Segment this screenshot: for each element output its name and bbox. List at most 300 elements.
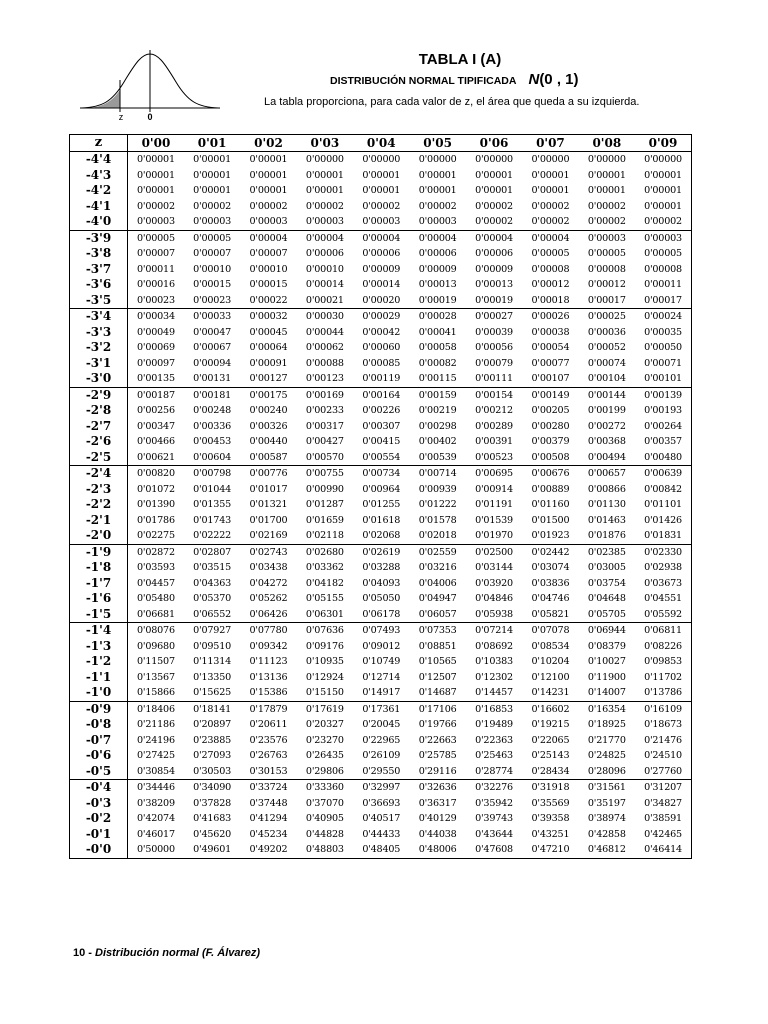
probability-cell: 0'00002 — [193, 200, 232, 212]
probability-cell: 0'00039 — [475, 326, 513, 338]
probability-cell: 0'00776 — [240, 466, 296, 482]
table-row — [70, 199, 692, 215]
table-row — [70, 701, 692, 717]
z-value: -3'4 — [70, 309, 128, 325]
probability-cell: 0'00005 — [644, 248, 682, 259]
table-row — [70, 246, 692, 262]
probability-cell: 0'03673 — [644, 577, 682, 589]
probability-cell: 0'00004 — [297, 230, 353, 246]
probability-cell: 0'00014 — [305, 279, 344, 290]
probability-cell: 0'00326 — [249, 420, 288, 432]
probability-cell: 0'11123 — [249, 656, 288, 667]
probability-cell: 0'16853 — [466, 701, 522, 717]
probability-cell: 0'11702 — [644, 671, 682, 683]
z-value: -1'7 — [70, 576, 128, 592]
probability-cell: 0'01618 — [362, 514, 401, 526]
probability-cell: 0'00001 — [587, 169, 626, 181]
probability-cell: 0'15625 — [193, 687, 232, 698]
probability-cell: 0'27425 — [137, 750, 175, 761]
probability-cell: 0'00001 — [362, 169, 401, 181]
probability-cell: 0'04947 — [418, 593, 457, 604]
z-value: -1'0 — [70, 685, 128, 701]
probability-cell: 0'00013 — [418, 279, 457, 290]
probability-cell: 0'06681 — [137, 608, 175, 620]
probability-cell: 0'00003 — [362, 216, 401, 227]
probability-cell: 0'00012 — [587, 279, 626, 290]
probability-cell: 0'01786 — [137, 514, 175, 526]
probability-cell: 0'00379 — [531, 436, 570, 447]
probability-cell: 0'34827 — [644, 797, 682, 809]
probability-cell: 0'00010 — [305, 263, 344, 275]
probability-cell: 0'00005 — [587, 248, 626, 259]
probability-cell: 0'00002 — [305, 200, 344, 212]
probability-cell: 0'14687 — [418, 687, 457, 698]
probability-cell: 0'00226 — [362, 405, 401, 416]
probability-cell: 0'02559 — [409, 544, 465, 560]
col-header: 0'08 — [579, 135, 635, 152]
probability-cell: 0'00440 — [249, 436, 288, 447]
probability-cell: 0'00008 — [587, 263, 626, 275]
probability-cell: 0'00027 — [466, 309, 522, 325]
table-row — [70, 576, 692, 592]
probability-cell: 0'00135 — [137, 373, 175, 384]
probability-cell: 0'00019 — [475, 294, 513, 306]
probability-cell: 0'02275 — [137, 530, 175, 541]
probability-cell: 0'00889 — [531, 483, 570, 495]
probability-cell: 0'00042 — [362, 326, 401, 338]
probability-cell: 0'00289 — [475, 420, 513, 432]
probability-cell: 0'00035 — [644, 326, 682, 338]
probability-cell: 0'05262 — [249, 593, 288, 604]
probability-cell: 0'45234 — [249, 828, 288, 840]
probability-cell: 0'09012 — [362, 640, 401, 652]
probability-cell: 0'16602 — [522, 701, 578, 717]
probability-cell: 0'00001 — [418, 169, 457, 181]
probability-cell: 0'04093 — [362, 577, 401, 589]
table-row — [70, 434, 692, 450]
table-body — [70, 152, 692, 859]
probability-cell: 0'00002 — [137, 200, 175, 212]
probability-cell: 0'20611 — [249, 719, 288, 730]
probability-cell: 0'00453 — [193, 436, 232, 447]
probability-cell: 0'00001 — [305, 185, 344, 196]
table-row — [70, 513, 692, 529]
table-row — [70, 591, 692, 607]
probability-cell: 0'00010 — [193, 263, 232, 275]
page-title: TABLA I (A) — [418, 51, 502, 68]
probability-cell: 0'00088 — [305, 357, 344, 369]
probability-cell: 0'20897 — [193, 719, 232, 730]
probability-cell: 0'00144 — [579, 387, 635, 403]
probability-cell: 0'19489 — [475, 719, 513, 730]
probability-cell: 0'04363 — [193, 577, 232, 589]
probability-cell: 0'01578 — [418, 514, 457, 526]
probability-cell: 0'00069 — [137, 342, 175, 353]
z-value: -1'5 — [70, 607, 128, 623]
z-value: -4'2 — [70, 183, 128, 199]
col-header: 0'02 — [240, 135, 296, 152]
z-value: -0'1 — [70, 827, 128, 843]
z-value: -1'4 — [70, 623, 128, 639]
probability-cell: 0'29116 — [418, 765, 457, 777]
probability-cell: 0'00009 — [475, 263, 513, 275]
probability-cell: 0'06811 — [635, 623, 691, 639]
shaded-area — [88, 90, 120, 108]
probability-cell: 0'00004 — [240, 230, 296, 246]
probability-cell: 0'01191 — [475, 499, 513, 510]
table-row — [70, 497, 692, 513]
probability-cell: 0'24825 — [587, 750, 626, 761]
probability-cell: 0'00003 — [579, 230, 635, 246]
probability-cell: 0'17106 — [409, 701, 465, 717]
probability-cell: 0'29806 — [305, 765, 344, 777]
z-value: -0'6 — [70, 748, 128, 764]
table-row — [70, 325, 692, 341]
probability-cell: 0'00023 — [193, 294, 232, 306]
probability-cell: 0'05821 — [531, 608, 570, 620]
probability-cell: 0'01539 — [475, 514, 513, 526]
probability-cell: 0'00001 — [193, 169, 232, 181]
probability-cell: 0'01355 — [193, 499, 232, 510]
probability-cell: 0'00015 — [249, 279, 288, 290]
probability-cell: 0'37828 — [193, 797, 232, 809]
probability-cell: 0'38591 — [644, 813, 682, 824]
description: La tabla proporciona, para cada valor de z, el área que queda a su izquierda. — [264, 96, 640, 108]
probability-cell: 0'10935 — [305, 656, 344, 667]
probability-cell: 0'00000 — [418, 154, 457, 165]
z-value: -3'3 — [70, 325, 128, 341]
table-row — [70, 811, 692, 827]
probability-cell: 0'00000 — [362, 154, 401, 165]
probability-cell: 0'07493 — [353, 623, 409, 639]
table-row — [70, 544, 692, 560]
probability-cell: 0'00714 — [409, 466, 465, 482]
probability-cell: 0'00000 — [644, 154, 682, 165]
probability-cell: 0'14457 — [475, 687, 513, 698]
probability-cell: 0'33360 — [297, 780, 353, 796]
probability-cell: 0'00045 — [249, 326, 288, 338]
probability-cell: 0'00676 — [522, 466, 578, 482]
probability-cell: 0'00205 — [531, 405, 570, 416]
z-value: -3'5 — [70, 293, 128, 309]
probability-cell: 0'00001 — [475, 169, 513, 181]
probability-cell: 0'00001 — [137, 154, 175, 165]
probability-cell: 0'03005 — [587, 562, 626, 573]
z-value: -2'3 — [70, 482, 128, 498]
z-value: -0'2 — [70, 811, 128, 827]
probability-cell: 0'18141 — [184, 701, 240, 717]
probability-cell: 0'40517 — [362, 813, 401, 824]
table-row — [70, 387, 692, 403]
z-value: -3'1 — [70, 356, 128, 372]
probability-cell: 0'00041 — [418, 326, 457, 338]
probability-cell: 0'00050 — [644, 342, 682, 353]
probability-cell: 0'44433 — [362, 828, 401, 840]
probability-cell: 0'11507 — [137, 656, 175, 667]
z-value: -3'8 — [70, 246, 128, 262]
probability-cell: 0'00357 — [644, 436, 682, 447]
table-row — [70, 356, 692, 372]
probability-cell: 0'01222 — [418, 499, 457, 510]
probability-cell: 0'12714 — [362, 671, 401, 683]
table-row — [70, 214, 692, 230]
probability-cell: 0'00002 — [249, 200, 288, 212]
probability-cell: 0'07214 — [466, 623, 522, 639]
probability-cell: 0'00001 — [305, 169, 344, 181]
probability-cell: 0'00025 — [579, 309, 635, 325]
probability-cell: 0'00107 — [531, 373, 570, 384]
page-number: 10 - — [73, 947, 92, 959]
probability-cell: 0'02743 — [240, 544, 296, 560]
probability-cell: 0'25463 — [475, 750, 513, 761]
probability-cell: 0'00002 — [475, 200, 513, 212]
probability-cell: 0'07078 — [522, 623, 578, 639]
probability-cell: 0'05480 — [137, 593, 175, 604]
table-row — [70, 482, 692, 498]
probability-cell: 0'00298 — [418, 420, 457, 432]
probability-cell: 0'00007 — [249, 248, 288, 259]
probability-cell: 0'35569 — [531, 797, 570, 809]
probability-cell: 0'00001 — [531, 185, 570, 196]
probability-cell: 0'00256 — [137, 405, 175, 416]
probability-cell: 0'01390 — [137, 499, 175, 510]
probability-cell: 0'22965 — [362, 734, 401, 746]
table-row — [70, 309, 692, 325]
probability-cell: 0'19215 — [531, 719, 570, 730]
probability-cell: 0'00001 — [193, 154, 232, 165]
probability-cell: 0'34446 — [128, 780, 184, 796]
z-value: -0'3 — [70, 796, 128, 812]
table-row — [70, 230, 692, 246]
probability-cell: 0'36317 — [418, 797, 457, 809]
probability-cell: 0'00002 — [587, 200, 626, 212]
probability-cell: 0'44038 — [418, 828, 457, 840]
probability-cell: 0'03216 — [418, 562, 457, 573]
table-row — [70, 654, 692, 670]
table-row — [70, 152, 692, 168]
probability-cell: 0'01463 — [587, 514, 626, 526]
probability-cell: 0'00009 — [362, 263, 401, 275]
probability-cell: 0'41683 — [193, 813, 232, 824]
probability-cell: 0'30153 — [249, 765, 288, 777]
probability-cell: 0'34090 — [184, 780, 240, 796]
z-value: -2'6 — [70, 434, 128, 450]
probability-cell: 0'00026 — [522, 309, 578, 325]
z-value: -0'7 — [70, 733, 128, 749]
probability-cell: 0'00001 — [137, 185, 175, 196]
probability-cell: 0'22663 — [418, 734, 457, 746]
probability-cell: 0'42858 — [587, 828, 626, 840]
probability-cell: 0'00082 — [418, 357, 457, 369]
probability-cell: 0'13786 — [644, 687, 682, 698]
probability-cell: 0'00077 — [531, 357, 570, 369]
probability-cell: 0'00001 — [644, 169, 682, 181]
probability-cell: 0'00038 — [531, 326, 570, 338]
probability-cell: 0'04006 — [418, 577, 457, 589]
probability-cell: 0'00347 — [137, 420, 175, 432]
probability-cell: 0'22363 — [475, 734, 513, 746]
probability-cell: 0'00866 — [587, 483, 626, 495]
probability-cell: 0'00695 — [466, 466, 522, 482]
probability-cell: 0'09176 — [305, 640, 344, 652]
probability-cell: 0'42465 — [644, 828, 682, 840]
probability-cell: 0'48405 — [362, 844, 401, 855]
table-row — [70, 340, 692, 356]
probability-cell: 0'00139 — [635, 387, 691, 403]
table-row — [70, 733, 692, 749]
probability-cell: 0'03754 — [587, 577, 626, 589]
probability-cell: 0'02680 — [297, 544, 353, 560]
probability-cell: 0'00003 — [249, 216, 288, 227]
probability-cell: 0'00115 — [418, 373, 457, 384]
table-row — [70, 450, 692, 466]
probability-cell: 0'06552 — [193, 608, 232, 620]
probability-cell: 0'00008 — [644, 263, 682, 275]
probability-cell: 0'00021 — [305, 294, 344, 306]
probability-cell: 0'38209 — [137, 797, 175, 809]
probability-cell: 0'27760 — [644, 765, 682, 777]
probability-cell: 0'26763 — [249, 750, 288, 761]
table-row — [70, 796, 692, 812]
probability-cell: 0'10383 — [475, 656, 513, 667]
probability-cell: 0'01743 — [193, 514, 232, 526]
probability-cell: 0'28774 — [475, 765, 513, 777]
probability-cell: 0'04457 — [137, 577, 175, 589]
probability-cell: 0'26109 — [362, 750, 401, 761]
probability-cell: 0'00004 — [353, 230, 409, 246]
table-row — [70, 748, 692, 764]
probability-cell: 0'00570 — [305, 451, 344, 463]
probability-cell: 0'00001 — [475, 185, 513, 196]
probability-cell: 0'00029 — [353, 309, 409, 325]
probability-cell: 0'00001 — [249, 185, 288, 196]
table-row — [70, 842, 692, 858]
probability-cell: 0'00169 — [297, 387, 353, 403]
table-row — [70, 607, 692, 623]
probability-cell: 0'00003 — [418, 216, 457, 227]
probability-cell: 0'03362 — [305, 562, 344, 573]
probability-cell: 0'00480 — [644, 451, 682, 463]
z-value: -1'6 — [70, 591, 128, 607]
dist-symbol: N — [528, 71, 540, 88]
probability-cell: 0'00219 — [418, 405, 457, 416]
probability-cell: 0'00539 — [418, 451, 457, 463]
probability-cell: 0'10027 — [587, 656, 626, 667]
probability-cell: 0'00034 — [128, 309, 184, 325]
table-row — [70, 183, 692, 199]
probability-cell: 0'00017 — [587, 294, 626, 306]
probability-cell: 0'00131 — [193, 373, 232, 384]
table-row — [70, 639, 692, 655]
probability-cell: 0'00154 — [466, 387, 522, 403]
z-value: -4'3 — [70, 168, 128, 184]
probability-cell: 0'00006 — [362, 248, 401, 259]
probability-cell: 0'00391 — [475, 436, 513, 447]
table-row — [70, 670, 692, 686]
probability-cell: 0'00006 — [418, 248, 457, 259]
probability-cell: 0'22065 — [531, 734, 570, 746]
probability-cell: 0'10749 — [362, 656, 401, 667]
table-row — [70, 717, 692, 733]
z-column-header: z — [70, 135, 128, 152]
probability-cell: 0'00000 — [475, 154, 513, 165]
probability-cell: 0'01700 — [249, 514, 288, 526]
probability-cell: 0'00000 — [531, 154, 570, 165]
probability-cell: 0'00193 — [644, 405, 682, 416]
footer-text: Distribución normal (F. Álvarez) — [95, 947, 261, 959]
probability-cell: 0'00074 — [587, 357, 626, 369]
probability-cell: 0'05155 — [305, 593, 344, 604]
probability-cell: 0'05592 — [644, 608, 682, 620]
z-value: -1'9 — [70, 544, 128, 560]
z-value: -4'4 — [70, 152, 128, 168]
probability-cell: 0'01923 — [531, 530, 570, 541]
probability-cell: 0'00006 — [475, 248, 513, 259]
z-value: -0'8 — [70, 717, 128, 733]
probability-cell: 0'08076 — [128, 623, 184, 639]
probability-cell: 0'00044 — [305, 326, 344, 338]
probability-cell: 0'00199 — [587, 405, 626, 416]
z-label: z — [118, 112, 124, 120]
probability-cell: 0'00019 — [418, 294, 457, 306]
probability-cell: 0'28434 — [531, 765, 570, 777]
z-value: -2'0 — [70, 528, 128, 544]
probability-cell: 0'42074 — [137, 813, 175, 824]
probability-cell: 0'00119 — [362, 373, 401, 384]
probability-cell: 0'02385 — [579, 544, 635, 560]
probability-cell: 0'00002 — [362, 200, 401, 212]
probability-cell: 0'15150 — [305, 687, 344, 698]
probability-cell: 0'00990 — [305, 483, 344, 495]
z-value: -2'2 — [70, 497, 128, 513]
probability-cell: 0'00016 — [137, 279, 175, 290]
probability-cell: 0'00011 — [644, 279, 682, 290]
probability-cell: 0'01831 — [644, 530, 682, 541]
probability-cell: 0'04551 — [644, 593, 682, 604]
probability-cell: 0'00466 — [137, 436, 175, 447]
probability-cell: 0'00003 — [635, 230, 691, 246]
probability-cell: 0'00060 — [362, 342, 401, 353]
probability-cell: 0'12924 — [305, 671, 344, 683]
probability-cell: 0'14231 — [531, 687, 570, 698]
probability-cell: 0'00001 — [193, 185, 232, 196]
probability-cell: 0'00427 — [305, 436, 344, 447]
probability-cell: 0'32997 — [353, 780, 409, 796]
probability-cell: 0'00023 — [137, 294, 175, 306]
probability-cell: 0'00047 — [193, 326, 232, 338]
probability-cell: 0'02619 — [353, 544, 409, 560]
probability-cell: 0'10204 — [531, 656, 570, 667]
probability-cell: 0'47210 — [531, 844, 570, 855]
probability-cell: 0'21770 — [587, 734, 626, 746]
probability-cell: 0'27093 — [193, 750, 232, 761]
probability-cell: 0'21476 — [644, 734, 682, 746]
probability-cell: 0'37448 — [249, 797, 288, 809]
probability-cell: 0'00006 — [305, 248, 344, 259]
probability-cell: 0'01160 — [531, 499, 570, 510]
probability-cell: 0'00007 — [193, 248, 232, 259]
probability-cell: 0'05938 — [475, 608, 513, 620]
probability-cell: 0'00049 — [137, 326, 175, 338]
probability-cell: 0'00127 — [249, 373, 288, 384]
probability-cell: 0'00062 — [305, 342, 344, 353]
probability-cell: 0'00002 — [644, 216, 682, 227]
probability-cell: 0'00248 — [193, 405, 232, 416]
probability-cell: 0'00001 — [644, 185, 682, 196]
probability-cell: 0'00175 — [240, 387, 296, 403]
probability-cell: 0'00317 — [305, 420, 344, 432]
probability-cell: 0'01659 — [305, 514, 344, 526]
